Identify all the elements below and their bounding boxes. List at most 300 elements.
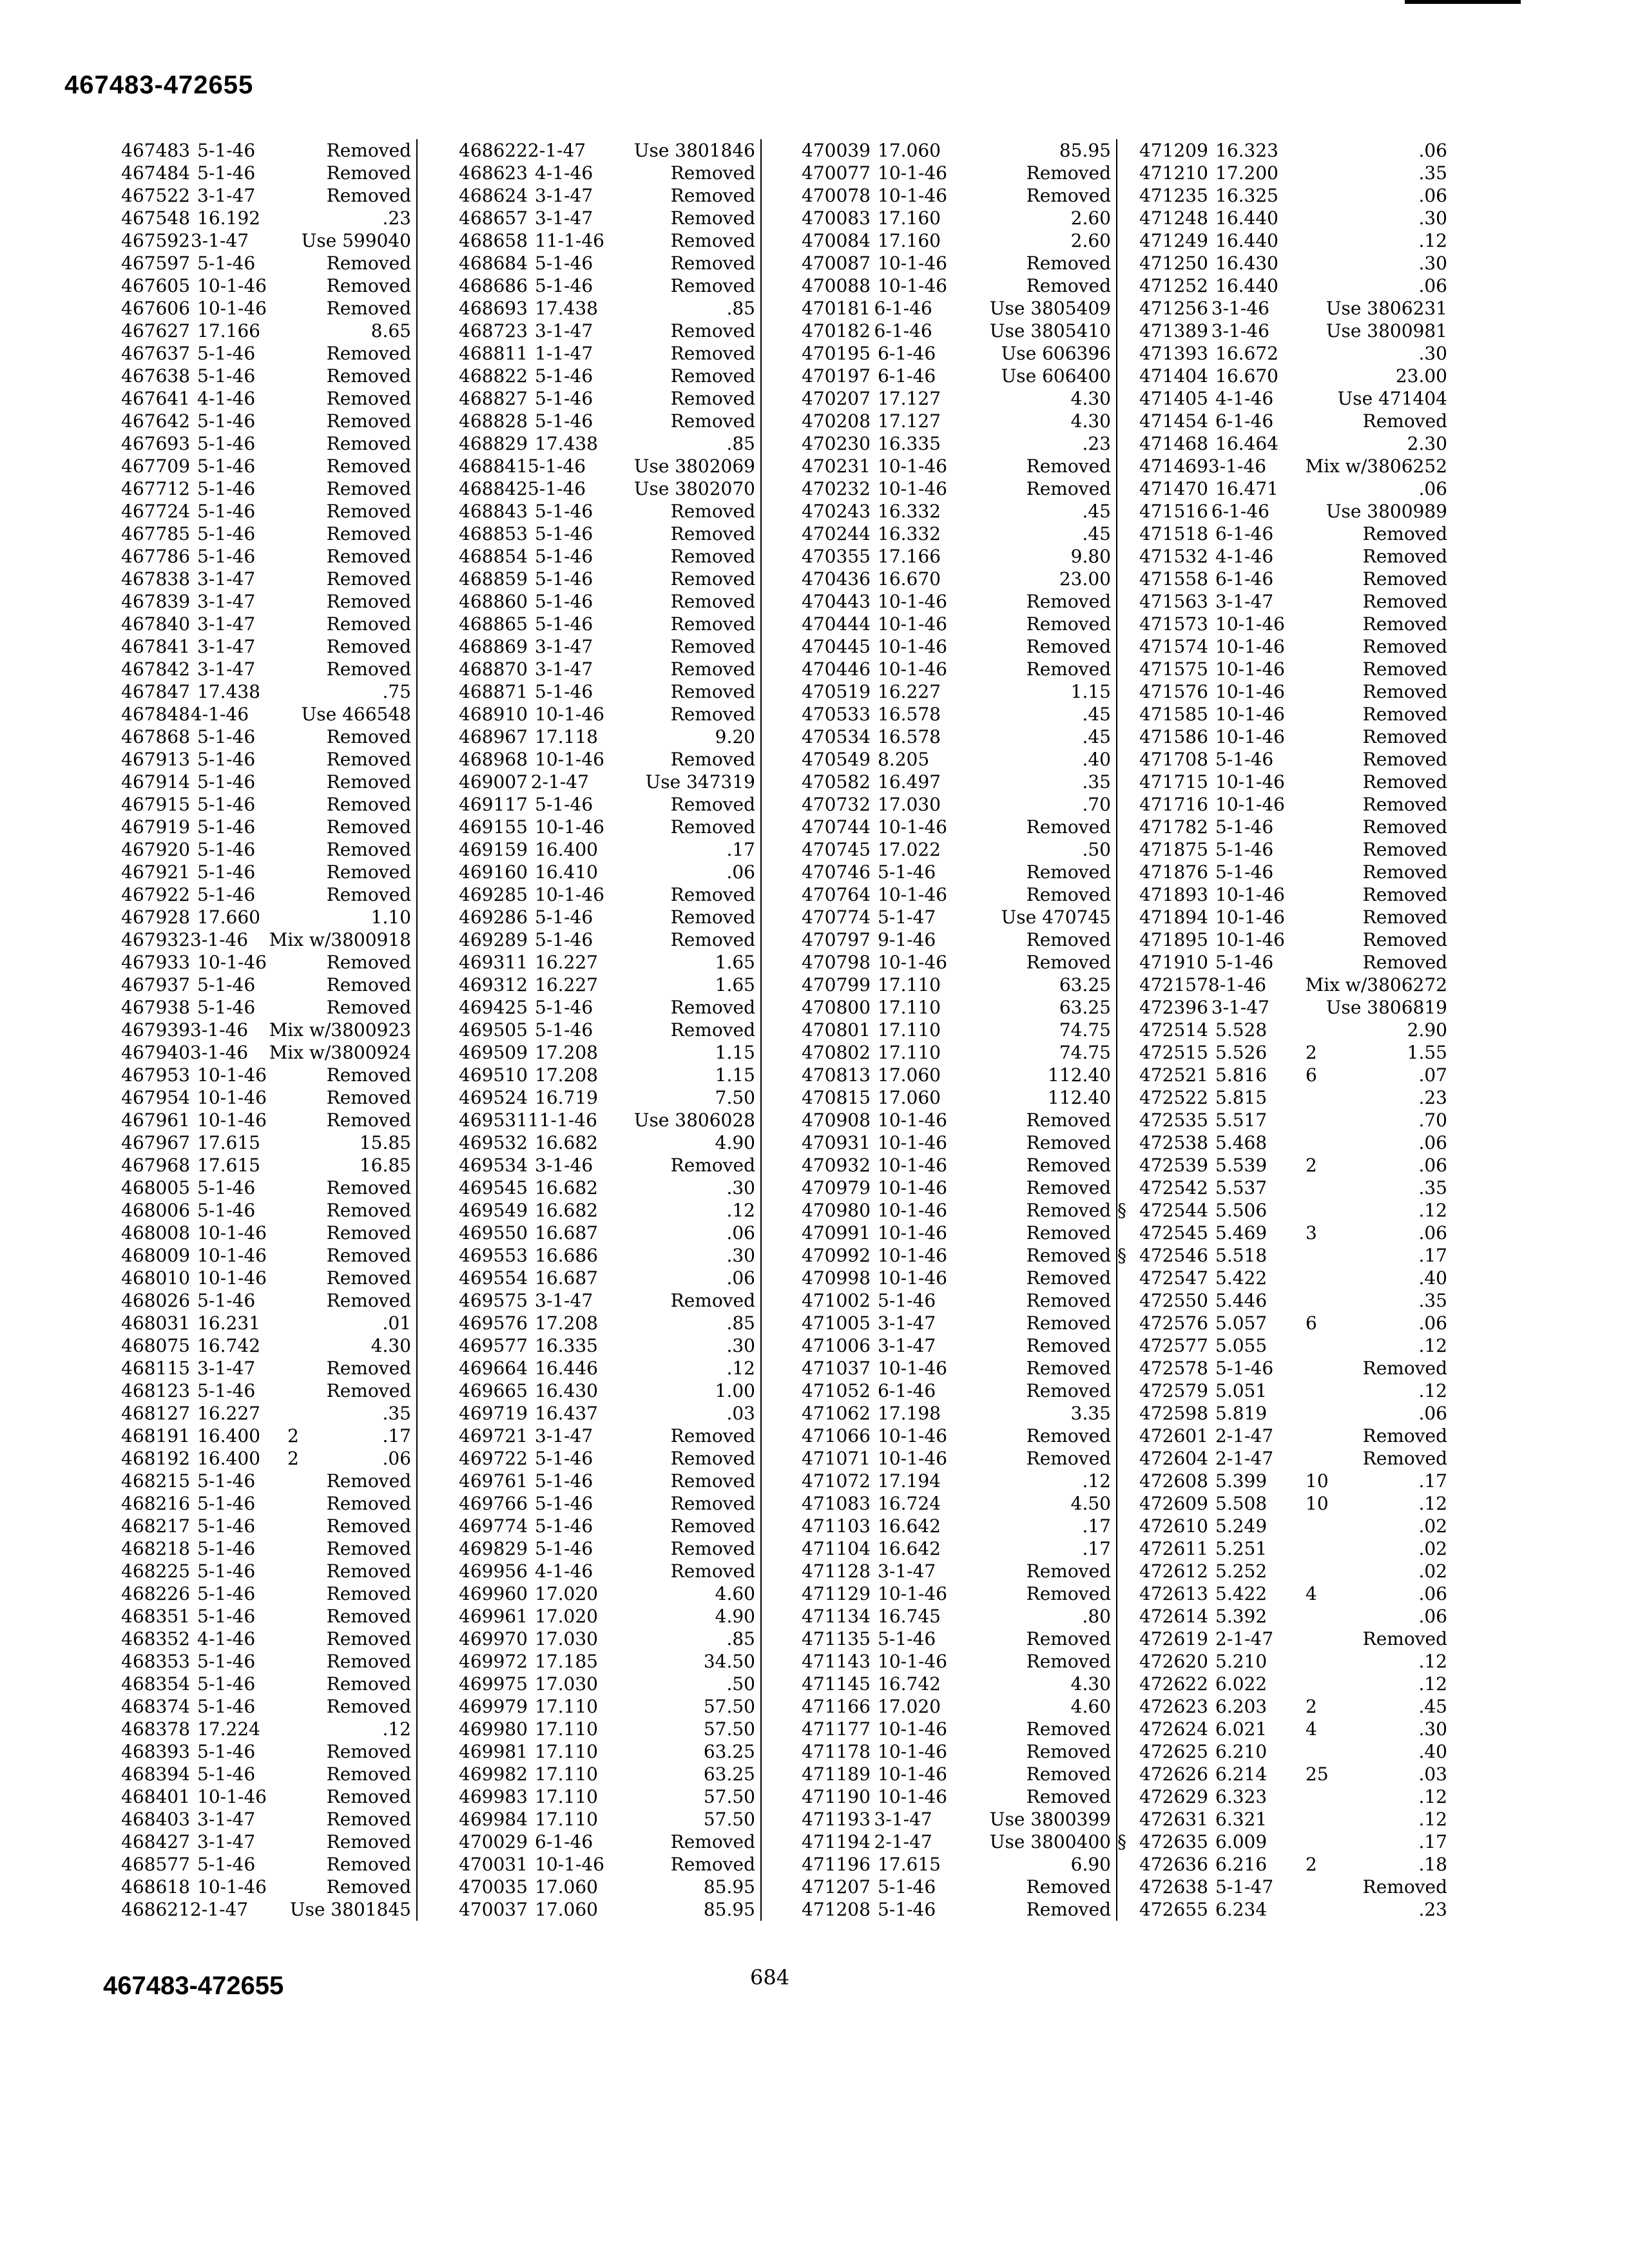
date-or-code: 10-1-46	[878, 162, 947, 184]
part-number: 469982	[459, 1763, 528, 1785]
quantity	[287, 1650, 318, 1673]
status-or-price: 16.85	[359, 1155, 411, 1176]
status-or-price: .02	[1418, 1538, 1447, 1559]
part-number: 468843	[459, 501, 528, 522]
date-or-code: 16.682	[535, 1200, 598, 1221]
table-row	[1139, 861, 1452, 883]
table-row	[459, 545, 760, 568]
quantity	[1306, 410, 1336, 432]
part-number: 468618	[121, 1876, 190, 1898]
part-number: 468910	[459, 704, 528, 725]
quantity	[968, 1425, 999, 1447]
date-or-code: 10-1-46	[1215, 658, 1285, 680]
quantity	[968, 1515, 999, 1537]
table-row	[121, 139, 416, 162]
part-number: 469719	[459, 1403, 528, 1424]
date-or-code: 16.719	[535, 1087, 598, 1108]
status-or-price: Removed	[1362, 929, 1447, 950]
part-number: 470534	[802, 726, 871, 747]
table-row	[1139, 816, 1452, 838]
date-or-code: 5-1-46	[1215, 952, 1274, 973]
date-or-code: 5.055	[1215, 1335, 1268, 1356]
table-row	[121, 1808, 416, 1831]
quantity	[287, 861, 318, 883]
status-or-price: Use 466548	[301, 704, 411, 725]
status-or-price: Mix w/3800924	[269, 1042, 411, 1063]
table-row	[121, 1785, 416, 1808]
part-number: 470801	[802, 1019, 871, 1041]
date-or-code: 5-1-46	[197, 501, 256, 522]
date-or-code: 10-1-46	[535, 816, 604, 838]
part-number: 471002	[802, 1290, 871, 1311]
part-number: 472514	[1139, 1019, 1208, 1041]
status-or-price: Removed	[670, 1561, 755, 1582]
table-row	[121, 1019, 416, 1041]
part-number: 470230	[802, 433, 871, 454]
table-row	[802, 1289, 1116, 1312]
quantity	[287, 1064, 318, 1086]
status-or-price: Removed	[670, 884, 755, 905]
quantity	[968, 658, 999, 680]
status-or-price: Removed	[670, 410, 755, 432]
date-or-code: 3-1-46	[189, 929, 249, 950]
date-or-code: 17.166	[878, 546, 941, 567]
quantity	[968, 1244, 999, 1267]
part-number: 469531	[459, 1110, 528, 1131]
status-or-price: .12	[726, 1200, 755, 1221]
date-or-code: 16.325	[1215, 185, 1278, 206]
quantity	[968, 229, 999, 252]
part-number: 469981	[459, 1741, 528, 1762]
table-row	[459, 1740, 760, 1763]
quantity	[968, 432, 999, 455]
table-row	[121, 1289, 416, 1312]
table-row	[1139, 274, 1452, 297]
date-or-code: 3-1-46	[1211, 298, 1269, 319]
date-or-code: 6-1-46	[874, 320, 932, 341]
date-or-code: 5.422	[1215, 1267, 1268, 1289]
date-or-code: 5-1-46	[197, 365, 256, 387]
date-or-code: 5.816	[1215, 1064, 1268, 1086]
table-row	[802, 1492, 1116, 1515]
status-or-price: .45	[1082, 704, 1111, 725]
quantity	[287, 1808, 318, 1831]
date-or-code: 10-1-46	[878, 884, 947, 905]
date-or-code: 5-1-46	[197, 726, 256, 747]
date-or-code: 3-1-47	[197, 1809, 256, 1830]
quantity	[968, 1785, 999, 1808]
part-number: 470908	[802, 1110, 871, 1131]
part-number: 471250	[1139, 253, 1208, 274]
date-or-code: 16.745	[878, 1606, 941, 1627]
part-number: 468828	[459, 410, 528, 432]
date-or-code: 17.110	[535, 1741, 598, 1762]
status-or-price: .02	[1418, 1515, 1447, 1537]
part-number: 467627	[121, 320, 190, 341]
status-or-price: Removed	[326, 1538, 411, 1559]
table-row	[121, 1154, 416, 1177]
date-or-code: 3-1-46	[1211, 320, 1269, 341]
table-row	[459, 1470, 760, 1492]
status-or-price: Removed	[1362, 523, 1447, 544]
table-row	[459, 1379, 760, 1402]
date-or-code: 17.615	[197, 1132, 260, 1153]
status-or-price: Removed	[1362, 816, 1447, 838]
quantity	[287, 410, 318, 432]
part-number: 469665	[459, 1380, 528, 1401]
status-or-price: Removed	[326, 162, 411, 184]
date-or-code: 5.506	[1215, 1200, 1268, 1221]
status-or-price: .12	[726, 1358, 755, 1379]
date-or-code: 17.060	[535, 1876, 598, 1898]
status-or-price: 57.50	[703, 1696, 755, 1717]
part-number: 472624	[1139, 1718, 1208, 1740]
status-or-price: 4.50	[1070, 1493, 1111, 1514]
date-or-code: 3-1-47	[197, 1358, 256, 1379]
status-or-price: .12	[1418, 1673, 1447, 1695]
table-row	[121, 477, 416, 500]
date-or-code: 16.686	[535, 1245, 598, 1266]
status-or-price: .23	[1418, 1899, 1447, 1920]
table-row	[802, 1470, 1116, 1492]
table-row	[1139, 229, 1452, 252]
quantity	[287, 1154, 318, 1177]
quantity	[1306, 1560, 1336, 1582]
status-or-price: 1.65	[715, 974, 755, 995]
date-or-code: 5-1-46	[197, 1290, 256, 1311]
table-row	[802, 1560, 1116, 1582]
table-row	[121, 365, 416, 387]
part-number: 470077	[802, 162, 871, 184]
quantity	[1306, 726, 1336, 748]
quantity	[968, 1289, 999, 1312]
part-number: 469524	[459, 1087, 528, 1108]
part-number: 471469	[1139, 456, 1208, 477]
table-row	[802, 432, 1116, 455]
date-or-code: 10-1-46	[878, 1741, 947, 1762]
quantity	[1306, 590, 1336, 613]
part-number: 469972	[459, 1651, 528, 1672]
status-or-price: Removed	[1362, 726, 1447, 747]
part-number: 468127	[121, 1403, 190, 1424]
table-row	[802, 410, 1116, 432]
table-row	[121, 1537, 416, 1560]
part-number: 472545	[1139, 1222, 1208, 1244]
status-or-price: Removed	[1026, 1448, 1111, 1469]
part-number: 471454	[1139, 410, 1208, 432]
date-or-code: 5.399	[1215, 1470, 1268, 1492]
quantity	[968, 1447, 999, 1470]
part-number: 472550	[1139, 1290, 1208, 1311]
part-number: 470039	[802, 140, 871, 161]
part-number: 471072	[802, 1470, 871, 1492]
part-number: 471143	[802, 1651, 871, 1672]
date-or-code: 10-1-46	[197, 1087, 267, 1108]
part-number: 470797	[802, 929, 871, 950]
part-number: 468723	[459, 320, 528, 341]
table-row	[459, 1064, 760, 1086]
table-row	[121, 1673, 416, 1695]
part-number: 472626	[1139, 1763, 1208, 1785]
part-number: 467638	[121, 365, 190, 387]
part-number: 472609	[1139, 1493, 1208, 1514]
part-number: 470549	[802, 749, 871, 770]
quantity	[1306, 229, 1336, 252]
table-row	[121, 974, 416, 996]
part-number: 471104	[802, 1538, 871, 1559]
quantity	[625, 1695, 656, 1718]
status-or-price: .06	[1418, 1403, 1447, 1424]
status-or-price: Use 3805409	[989, 298, 1111, 319]
status-or-price: Removed	[1026, 1583, 1111, 1604]
status-or-price: Use 470745	[1001, 907, 1111, 928]
date-or-code: 17.110	[878, 997, 941, 1018]
part-number: 468354	[121, 1673, 190, 1695]
part-number: 471895	[1139, 929, 1208, 950]
quantity	[287, 1582, 318, 1605]
table-row	[459, 771, 760, 793]
date-or-code: 5-1-46	[197, 253, 256, 274]
quantity	[1306, 1289, 1336, 1312]
date-or-code: 6-1-46	[1211, 501, 1269, 522]
quantity	[968, 342, 999, 365]
table-row	[459, 793, 760, 816]
status-or-price: 63.25	[1059, 997, 1111, 1018]
status-or-price: Removed	[670, 1538, 755, 1559]
table-row	[802, 455, 1116, 477]
status-or-price: .45	[1082, 726, 1111, 747]
date-or-code: 10-1-46	[535, 749, 604, 770]
part-number: 468622	[459, 140, 528, 161]
part-number: 469983	[459, 1786, 528, 1807]
table-row	[1139, 297, 1452, 320]
status-or-price: Removed	[326, 1222, 411, 1244]
status-or-price: Removed	[326, 952, 411, 973]
quantity	[968, 1853, 999, 1876]
status-or-price: 4.30	[1070, 388, 1111, 409]
date-or-code: 5.249	[1215, 1515, 1268, 1537]
quantity	[968, 974, 999, 996]
status-or-price: Removed	[326, 568, 411, 590]
status-or-price: Removed	[670, 794, 755, 815]
quantity	[1306, 523, 1336, 545]
status-or-price: Removed	[1026, 613, 1111, 635]
status-or-price: Removed	[670, 1155, 755, 1176]
date-or-code: 10-1-46	[197, 952, 267, 973]
quantity	[287, 274, 318, 297]
quantity: 2	[1306, 1854, 1317, 1875]
part-number: 470207	[802, 388, 871, 409]
quantity	[287, 613, 318, 635]
status-or-price: Removed	[1026, 162, 1111, 184]
part-number: 468827	[459, 388, 528, 409]
date-or-code: 17.166	[197, 320, 260, 341]
status-or-price: .85	[726, 1312, 755, 1334]
date-or-code: 17.060	[878, 1064, 941, 1086]
table-row	[1139, 726, 1452, 748]
date-or-code: 10-1-46	[197, 1110, 267, 1131]
date-or-code: 2-1-47	[1215, 1425, 1274, 1446]
status-or-price: 1.15	[715, 1042, 755, 1063]
quantity	[625, 928, 656, 951]
part-number: 471145	[802, 1673, 871, 1695]
date-or-code: 6.009	[1215, 1831, 1268, 1852]
quantity	[287, 658, 318, 680]
date-or-code: 10-1-46	[878, 1222, 947, 1244]
table-row	[121, 1898, 416, 1921]
status-or-price: 63.25	[703, 1763, 755, 1785]
quantity	[625, 974, 656, 996]
quantity	[1306, 1177, 1336, 1199]
date-or-code: 5-1-46	[197, 771, 256, 793]
quantity	[968, 906, 999, 928]
status-or-price: Removed	[326, 1583, 411, 1604]
table-row	[459, 1582, 760, 1605]
date-or-code: 5-1-46	[197, 410, 256, 432]
part-number: 469286	[459, 907, 528, 928]
quantity	[287, 1695, 318, 1718]
part-number: 471910	[1139, 952, 1208, 973]
part-number: 468191	[121, 1425, 190, 1446]
table-row	[459, 477, 760, 500]
status-or-price: .30	[726, 1245, 755, 1266]
part-number: 470799	[802, 974, 871, 995]
status-or-price: .45	[1418, 1696, 1447, 1717]
quantity	[968, 861, 999, 883]
date-or-code: 17.110	[878, 1019, 941, 1041]
date-or-code: 10-1-46	[197, 1786, 267, 1807]
date-or-code: 5-1-46	[535, 546, 593, 567]
part-number: 468353	[121, 1651, 190, 1672]
part-number: 470991	[802, 1222, 871, 1244]
quantity	[1306, 1515, 1336, 1537]
quantity	[625, 1740, 656, 1763]
date-or-code: 2-1-47	[189, 1899, 249, 1920]
status-or-price: .12	[1082, 1470, 1111, 1492]
status-or-price: 1.55	[1407, 1042, 1447, 1063]
status-or-price: Removed	[326, 388, 411, 409]
part-number: 469311	[459, 952, 528, 973]
table-row	[121, 1425, 416, 1447]
table-row	[1139, 1267, 1452, 1289]
part-number: 470443	[802, 591, 871, 612]
quantity	[968, 1537, 999, 1560]
status-or-price: Removed	[670, 1493, 755, 1514]
quantity	[625, 658, 656, 680]
status-or-price: Removed	[326, 771, 411, 793]
part-number: 471516	[1139, 501, 1208, 522]
table-row	[802, 184, 1116, 207]
part-number: 471005	[802, 1312, 871, 1334]
date-or-code: 10-1-46	[878, 253, 947, 274]
table-row	[802, 1379, 1116, 1402]
quantity	[287, 1831, 318, 1853]
quantity	[287, 184, 318, 207]
status-or-price: .02	[1418, 1561, 1447, 1582]
table-row	[1139, 1402, 1452, 1425]
part-number: 471532	[1139, 546, 1208, 567]
status-or-price: Removed	[326, 1245, 411, 1266]
status-or-price: 9.80	[1070, 546, 1111, 567]
status-or-price: Removed	[1362, 839, 1447, 860]
status-or-price: Use 471404	[1337, 388, 1447, 409]
part-number: 468351	[121, 1606, 190, 1627]
date-or-code: 10-1-46	[535, 704, 604, 725]
date-or-code: 4-1-46	[197, 1628, 256, 1649]
date-or-code: 16.400	[197, 1448, 260, 1469]
table-row	[802, 1718, 1116, 1740]
quantity	[1306, 680, 1336, 703]
quantity	[625, 1199, 656, 1222]
table-row	[459, 252, 760, 274]
quantity	[287, 974, 318, 996]
quantity	[625, 590, 656, 613]
table-row	[802, 771, 1116, 793]
quantity	[968, 613, 999, 635]
quantity	[960, 320, 990, 342]
date-or-code: 17.160	[878, 230, 941, 251]
part-number: 472578	[1139, 1358, 1208, 1379]
quantity	[625, 320, 656, 342]
status-or-price: .45	[1082, 523, 1111, 544]
status-or-price: Use 3800989	[1325, 501, 1447, 522]
part-number: 470446	[802, 658, 871, 680]
part-number: 470732	[802, 794, 871, 815]
status-or-price: Removed	[326, 1876, 411, 1898]
date-or-code: 5-1-46	[197, 794, 256, 815]
status-or-price: 6.90	[1070, 1854, 1111, 1875]
date-or-code: 5-1-46	[535, 410, 593, 432]
date-or-code: 6-1-46	[878, 365, 936, 387]
date-or-code: 10-1-46	[878, 816, 947, 838]
part-number: 471128	[802, 1561, 871, 1582]
date-or-code: 16.437	[535, 1403, 598, 1424]
part-number: 468577	[121, 1854, 190, 1875]
part-number: 472612	[1139, 1561, 1208, 1582]
table-row	[121, 1695, 416, 1718]
table-row	[1139, 883, 1452, 906]
date-or-code: 17.060	[878, 1087, 941, 1108]
table-row	[121, 1267, 416, 1289]
quantity	[625, 1177, 656, 1199]
date-or-code: 16.497	[878, 771, 941, 793]
part-number: 469289	[459, 929, 528, 950]
date-or-code: 17.020	[535, 1606, 598, 1627]
part-number: 469285	[459, 884, 528, 905]
part-number: 468623	[459, 162, 528, 184]
status-or-price: Removed	[1026, 861, 1111, 883]
date-or-code: 16.335	[535, 1335, 598, 1356]
quantity	[968, 1357, 999, 1379]
quantity	[1306, 771, 1336, 793]
status-or-price: .07	[1418, 1064, 1447, 1086]
part-number: 470029	[459, 1831, 528, 1852]
date-or-code: 16.332	[878, 501, 941, 522]
status-or-price: Removed	[670, 1019, 755, 1041]
date-or-code: 5-1-46	[535, 681, 593, 702]
status-or-price: Removed	[1026, 1425, 1111, 1446]
part-number: 468115	[121, 1358, 190, 1379]
status-or-price: .85	[726, 1628, 755, 1649]
quantity	[287, 635, 318, 658]
status-or-price: Removed	[670, 1448, 755, 1469]
table-row	[1139, 658, 1452, 680]
status-or-price: 2.60	[1070, 207, 1111, 229]
table-row	[802, 1808, 1116, 1831]
table-row	[459, 590, 760, 613]
part-number: 468811	[459, 343, 528, 364]
status-or-price: 4.90	[715, 1132, 755, 1153]
